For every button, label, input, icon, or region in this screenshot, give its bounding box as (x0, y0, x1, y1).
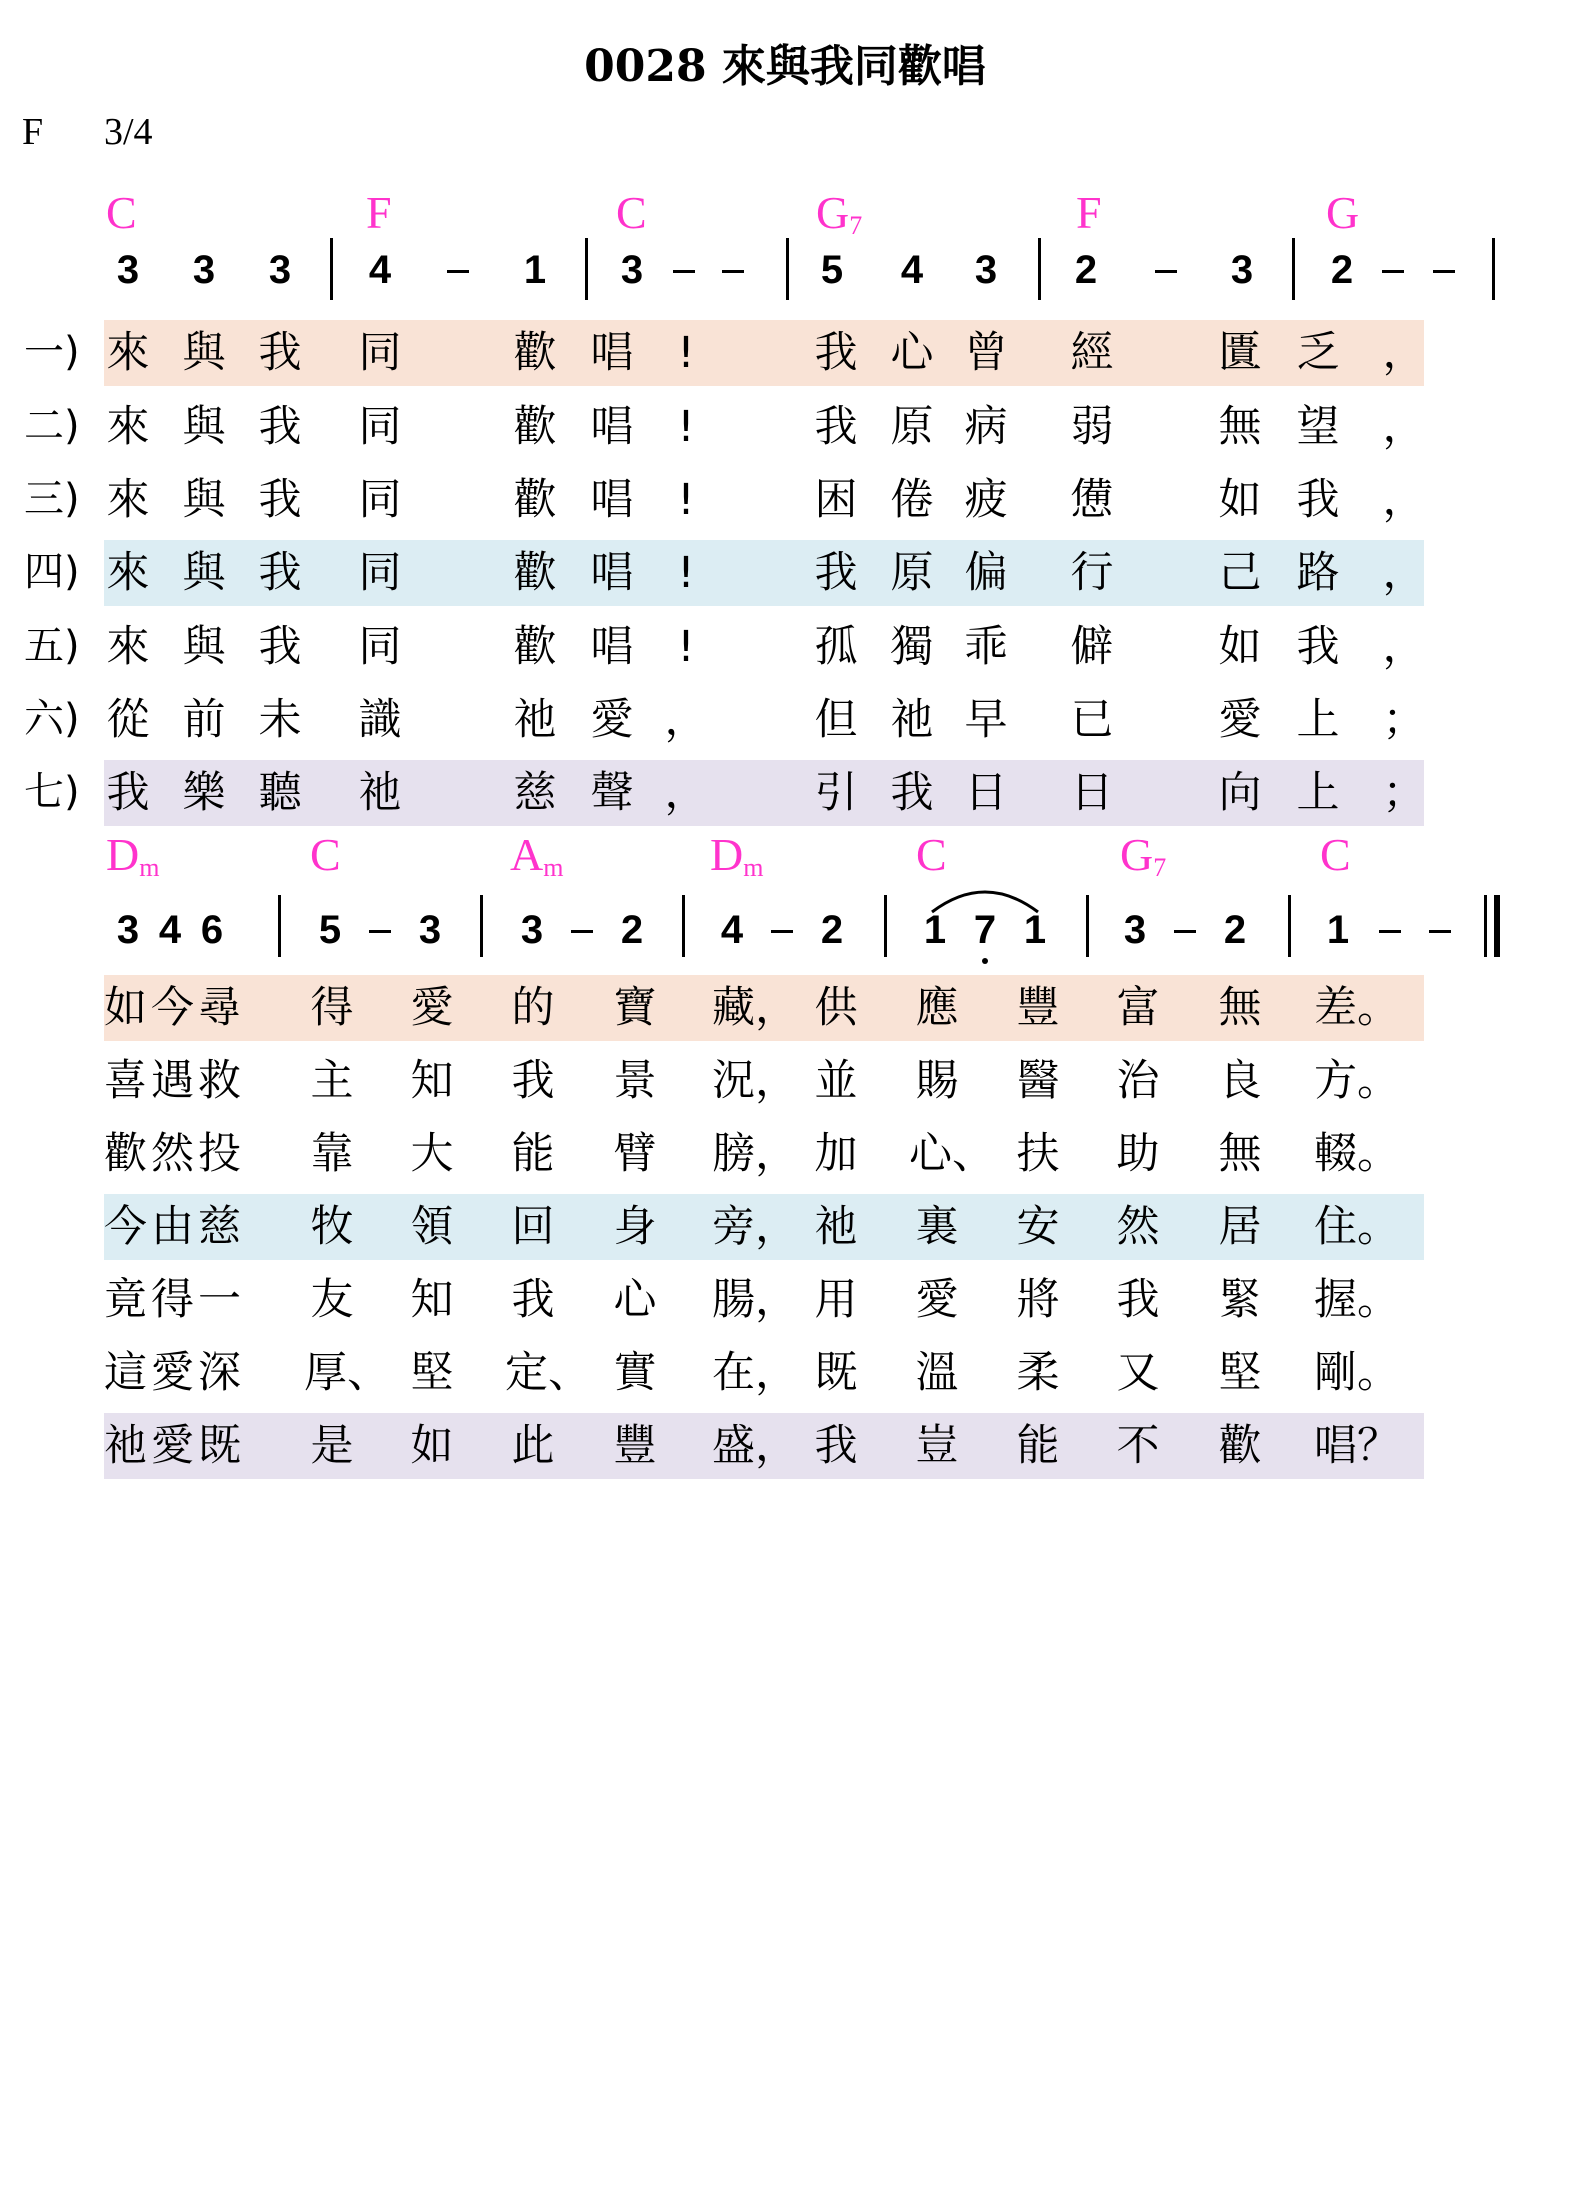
verse-number: 七) (24, 769, 80, 815)
lyric-char: 此 (511, 1421, 555, 1471)
sustain-dash (1174, 930, 1196, 933)
lyric-char: 剛。 (1314, 1348, 1400, 1398)
barline (1484, 895, 1487, 957)
lyric-char: 堅 (1218, 1348, 1262, 1398)
lyric-char: 匱 (1218, 328, 1262, 378)
lyric-char: ! (677, 475, 695, 525)
lyric-char: 同 (358, 402, 402, 452)
lyric-char: 緊 (1218, 1275, 1262, 1325)
final-barline (1494, 895, 1500, 957)
note-digit: 1 (1326, 908, 1350, 952)
lyric-char: 安 (1016, 1202, 1060, 1252)
lyric-char: 愛 (410, 983, 454, 1033)
lyric-char: 將 (1016, 1275, 1060, 1325)
lyric-char: 歡 (513, 402, 557, 452)
lyric-char: 我 (814, 402, 858, 452)
note-digit: 5 (820, 248, 844, 292)
lyric-char: 知 (410, 1056, 454, 1106)
lyric-char: 心 (613, 1275, 657, 1325)
lyric-char: 居 (1218, 1202, 1262, 1252)
lyric-char: 歡 (513, 475, 557, 525)
lyric-char: 靠 (310, 1129, 354, 1179)
lyric-char: 良 (1218, 1056, 1262, 1106)
lyric-char: 心、 (909, 1129, 995, 1179)
lyric-char: 祂 (358, 768, 402, 818)
barline (1086, 895, 1089, 957)
lyric-char: 唱 (590, 328, 634, 378)
lyric-char: 助 (1116, 1129, 1160, 1179)
lyric-char: 如 (1218, 475, 1262, 525)
lyric-char: 疲 (964, 475, 1008, 525)
lyric-char: 竟得一 (104, 1275, 245, 1325)
lyric-char: 能 (511, 1129, 555, 1179)
lyric-char: 但 (814, 695, 858, 745)
lyric-char: 早 (964, 695, 1008, 745)
note-digit: 2 (820, 908, 844, 952)
lyric-char: 裏 (915, 1202, 959, 1252)
lyric-char: 柔 (1016, 1348, 1060, 1398)
lyric-char: ， (1382, 622, 1426, 672)
lyric-char: 友 (310, 1275, 354, 1325)
note-digit: 3 (1123, 908, 1147, 952)
lyric-char: 慈 (513, 768, 557, 818)
sustain-dash (673, 270, 695, 273)
lyric-char: ! (677, 402, 695, 452)
lyric-char: 樂 (182, 768, 226, 818)
chord-symbol: F (366, 187, 392, 238)
lyric-char: 加 (814, 1129, 858, 1179)
barline (682, 895, 685, 957)
lyric-char: 我 (258, 402, 302, 452)
lyric-char: 我 (1296, 622, 1340, 672)
lyric-char: 向 (1218, 768, 1262, 818)
note-digit: 3 (192, 248, 216, 292)
lyric-char: 如 (1218, 622, 1262, 672)
lyric-char: 今由慈 (104, 1202, 245, 1252)
chord-symbol: C (310, 829, 341, 880)
lyric-char: 引 (814, 768, 858, 818)
barline (1492, 238, 1495, 300)
lyric-char: 與 (182, 402, 226, 452)
lyric-char: 我 (258, 548, 302, 598)
lyric-char: 我 (1116, 1275, 1160, 1325)
chord-symbol: F (1076, 187, 1102, 238)
page-title: 0028 來與我同歡唱 (584, 41, 986, 92)
lyric-char: 唱 (590, 622, 634, 672)
lyric-char: 方。 (1314, 1056, 1400, 1106)
lyric-char: 住。 (1314, 1202, 1400, 1252)
verse-number: 五) (24, 623, 80, 669)
lyric-char: 不 (1116, 1421, 1160, 1471)
note-digit: 3 (974, 248, 998, 292)
lyric-char: 是 (310, 1421, 354, 1471)
lyric-char: 歡然投 (104, 1129, 245, 1179)
lyric-char: 唱 (590, 548, 634, 598)
lyric-char: ! (677, 548, 695, 598)
lyric-char: 經 (1070, 328, 1114, 378)
barline (585, 238, 588, 300)
key-signature: F (22, 111, 44, 153)
lyric-char: 同 (358, 622, 402, 672)
lyric-char: 寶 (613, 983, 657, 1033)
lyric-char: 賜 (915, 1056, 959, 1106)
lyric-char: 聲 (590, 768, 634, 818)
sustain-dash (1433, 270, 1455, 273)
lyric-char: 病 (964, 402, 1008, 452)
lyric-char: 的 (511, 983, 555, 1033)
sustain-dash (771, 930, 793, 933)
note-digit: 2 (1330, 248, 1354, 292)
lyric-char: 治 (1116, 1056, 1160, 1106)
lyric-char: 如今尋 (104, 983, 245, 1033)
verse-number: 四) (24, 549, 80, 595)
sustain-dash (1155, 270, 1177, 273)
chord-symbol: G (1326, 187, 1360, 238)
note-digit: 6 (200, 908, 224, 952)
lyric-char: 供 (814, 983, 858, 1033)
note-digit: 3 (116, 908, 140, 952)
chord-symbol: $G_7$ (816, 187, 863, 240)
lyric-char: 孤 (814, 622, 858, 672)
lyric-char: 身 (613, 1202, 657, 1252)
note-digit: 2 (1074, 248, 1098, 292)
lyric-char: ， (664, 768, 708, 818)
lyric-char: 憊 (1070, 475, 1114, 525)
lyric-char: 唱 (590, 475, 634, 525)
lyric-char: 原 (890, 402, 934, 452)
lyric-char: 況， (712, 1056, 798, 1106)
sustain-dash (1429, 930, 1451, 933)
lyric-char: 大 (410, 1129, 454, 1179)
lyric-char: 愛 (915, 1275, 959, 1325)
lyric-char: ， (1382, 328, 1426, 378)
lyric-char: 在， (712, 1348, 798, 1398)
lyric-char: 我 (890, 768, 934, 818)
lyric-char: 望 (1296, 402, 1340, 452)
chord-symbol: $D_m$ (106, 829, 160, 882)
lyric-char: 我 (106, 768, 150, 818)
lyric-char: 愛 (1218, 695, 1262, 745)
note-digit: 2 (1223, 908, 1247, 952)
lyric-char: 差。 (1314, 983, 1400, 1033)
lyric-char: 我 (814, 328, 858, 378)
lyric-char: 日 (1070, 768, 1114, 818)
lyric-char: 歡 (513, 328, 557, 378)
lyric-char: 困 (814, 475, 858, 525)
lyric-char: 回 (511, 1202, 555, 1252)
chord-symbol: C (106, 187, 137, 238)
barline (884, 895, 887, 957)
sustain-dash (571, 930, 593, 933)
lyric-char: 路 (1296, 548, 1340, 598)
lyric-char: 祂 (814, 1202, 858, 1252)
sustain-dash (369, 930, 391, 933)
lyric-char: ， (1382, 548, 1426, 598)
lyric-char: 知 (410, 1275, 454, 1325)
lyric-char: 獨 (890, 622, 934, 672)
lyric-char: 主 (310, 1056, 354, 1106)
lyric-char: 膀， (712, 1129, 798, 1179)
note-digit: 1 (523, 248, 547, 292)
lyric-char: ， (664, 695, 708, 745)
lyric-char: 旁， (712, 1202, 798, 1252)
lyric-char: 我 (814, 1421, 858, 1471)
lyric-char: 來 (106, 622, 150, 672)
lyric-char: 與 (182, 475, 226, 525)
note-digit: 1 (923, 908, 947, 952)
lyric-char: 來 (106, 328, 150, 378)
lyric-char: 來 (106, 548, 150, 598)
note-digit: 4 (720, 908, 744, 952)
slur (920, 878, 1060, 918)
chord-symbol: C (616, 187, 647, 238)
lyric-char: 應 (915, 983, 959, 1033)
note-digit: 3 (418, 908, 442, 952)
lyric-char: 無 (1218, 1129, 1262, 1179)
sustain-dash (722, 270, 744, 273)
note-digit: 3 (116, 248, 140, 292)
verse-number: 二) (24, 403, 80, 449)
lyric-char: 偏 (964, 548, 1008, 598)
lyric-char: 用 (814, 1275, 858, 1325)
lyric-char: 弱 (1070, 402, 1114, 452)
lyric-char: 歡 (513, 622, 557, 672)
barline (480, 895, 483, 957)
lyric-char: ! (677, 328, 695, 378)
lyric-char: 前 (182, 695, 226, 745)
lyric-char: 富 (1116, 983, 1160, 1033)
verse-number: 六) (24, 696, 80, 742)
lyric-char: 溫 (915, 1348, 959, 1398)
verse-number: 三) (24, 476, 80, 522)
barline (278, 895, 281, 957)
lyric-char: 扶 (1016, 1129, 1060, 1179)
lyric-char: 得 (310, 983, 354, 1033)
lyric-char: 僻 (1070, 622, 1114, 672)
sustain-dash (1379, 930, 1401, 933)
note-digit: 4 (158, 908, 182, 952)
lyric-char: 能 (1016, 1421, 1060, 1471)
lyric-char: 我 (258, 328, 302, 378)
lyric-char: 上 (1296, 768, 1340, 818)
chord-symbol: C (1320, 829, 1351, 880)
lyric-char: 未 (258, 695, 302, 745)
lyric-char: 又 (1116, 1348, 1160, 1398)
lyric-char: 牧 (310, 1202, 354, 1252)
note-digit: 3 (268, 248, 292, 292)
barline (786, 238, 789, 300)
lyric-char: 歡 (513, 548, 557, 598)
lyric-char: 同 (358, 548, 402, 598)
sustain-dash (1382, 270, 1404, 273)
lyric-char: 喜遇救 (104, 1056, 245, 1106)
lyric-char: 豐 (1016, 983, 1060, 1033)
lyric-char: 領 (410, 1202, 454, 1252)
lyric-char: 盛， (712, 1421, 798, 1471)
lyric-char: 行 (1070, 548, 1114, 598)
lyric-char: 乖 (964, 622, 1008, 672)
lyric-char: 輟。 (1314, 1129, 1400, 1179)
lyric-char: 同 (358, 328, 402, 378)
chord-symbol: $A_m$ (510, 829, 564, 882)
lyric-char: 我 (1296, 475, 1340, 525)
lyric-char: 聽 (258, 768, 302, 818)
lyric-char: 從 (106, 695, 150, 745)
note-digit: 1 (1023, 908, 1047, 952)
lyric-char: 豐 (613, 1421, 657, 1471)
note-digit: 7 (973, 908, 997, 952)
lyric-char: 藏， (712, 983, 798, 1033)
lyric-char: ； (1382, 695, 1426, 745)
lyric-char: 與 (182, 548, 226, 598)
lyric-char: 唱？ (1314, 1421, 1400, 1471)
lyric-char: 同 (358, 475, 402, 525)
note-digit: 4 (900, 248, 924, 292)
lyric-char: 既 (814, 1348, 858, 1398)
lyric-char: 上 (1296, 695, 1340, 745)
barline (1292, 238, 1295, 300)
lyric-char: 堅 (410, 1348, 454, 1398)
lyric-char: 來 (106, 402, 150, 452)
lyric-char: 與 (182, 622, 226, 672)
note-digit: 3 (620, 248, 644, 292)
time-signature: 3/4 (104, 111, 153, 153)
lyric-char: 這愛深 (104, 1348, 245, 1398)
note-digit: 2 (620, 908, 644, 952)
lyric-char: 醫 (1016, 1056, 1060, 1106)
lyric-char: 實 (613, 1348, 657, 1398)
lyric-char: 腸， (712, 1275, 798, 1325)
lyric-char: 我 (814, 548, 858, 598)
lyric-char: 乏 (1296, 328, 1340, 378)
lyric-char: 祂愛既 (104, 1421, 245, 1471)
note-digit: 3 (520, 908, 544, 952)
barline (1038, 238, 1041, 300)
barline (330, 238, 333, 300)
lyric-char: 倦 (890, 475, 934, 525)
lyric-char: 來 (106, 475, 150, 525)
lyric-char: 己 (1218, 548, 1262, 598)
barline (1288, 895, 1291, 957)
note-digit: 5 (318, 908, 342, 952)
lyric-char: 原 (890, 548, 934, 598)
lyric-char: 祂 (513, 695, 557, 745)
lyric-char: 豈 (915, 1421, 959, 1471)
lower-octave-dot (982, 958, 988, 964)
lyric-char: 日 (964, 768, 1008, 818)
chord-symbol: $D_m$ (710, 829, 764, 882)
lyric-char: 無 (1218, 402, 1262, 452)
lyric-char: 無 (1218, 983, 1262, 1033)
lyric-char: 歡 (1218, 1421, 1262, 1471)
lyric-char: 與 (182, 328, 226, 378)
lyric-char: 臂 (613, 1129, 657, 1179)
lyric-char: 唱 (590, 402, 634, 452)
chord-symbol: $G_7$ (1120, 829, 1167, 882)
lyric-char: 定、 (505, 1348, 591, 1398)
chord-symbol: C (916, 829, 947, 880)
note-digit: 3 (1230, 248, 1254, 292)
lyric-char: 曾 (964, 328, 1008, 378)
lyric-char: 我 (258, 475, 302, 525)
lyric-char: 我 (511, 1275, 555, 1325)
lyric-char: 握。 (1314, 1275, 1400, 1325)
note-digit: 4 (368, 248, 392, 292)
lyric-char: 祂 (890, 695, 934, 745)
lyric-char: 我 (258, 622, 302, 672)
lyric-char: 厚、 (304, 1348, 390, 1398)
lyric-char: 已 (1070, 695, 1114, 745)
lyric-char: 愛 (590, 695, 634, 745)
lyric-char: 識 (358, 695, 402, 745)
lyric-char: ， (1382, 402, 1426, 452)
verse-number: 一) (24, 329, 80, 375)
lyric-char: 並 (814, 1056, 858, 1106)
lyric-char: 然 (1116, 1202, 1160, 1252)
lyric-char: 心 (890, 328, 934, 378)
lyric-char: 我 (511, 1056, 555, 1106)
lyric-char: 如 (410, 1421, 454, 1471)
lyric-char: ， (1382, 475, 1426, 525)
lyric-char: 景 (613, 1056, 657, 1106)
lyric-char: ! (677, 622, 695, 672)
sustain-dash (447, 270, 469, 273)
lyric-char: ； (1382, 768, 1426, 818)
